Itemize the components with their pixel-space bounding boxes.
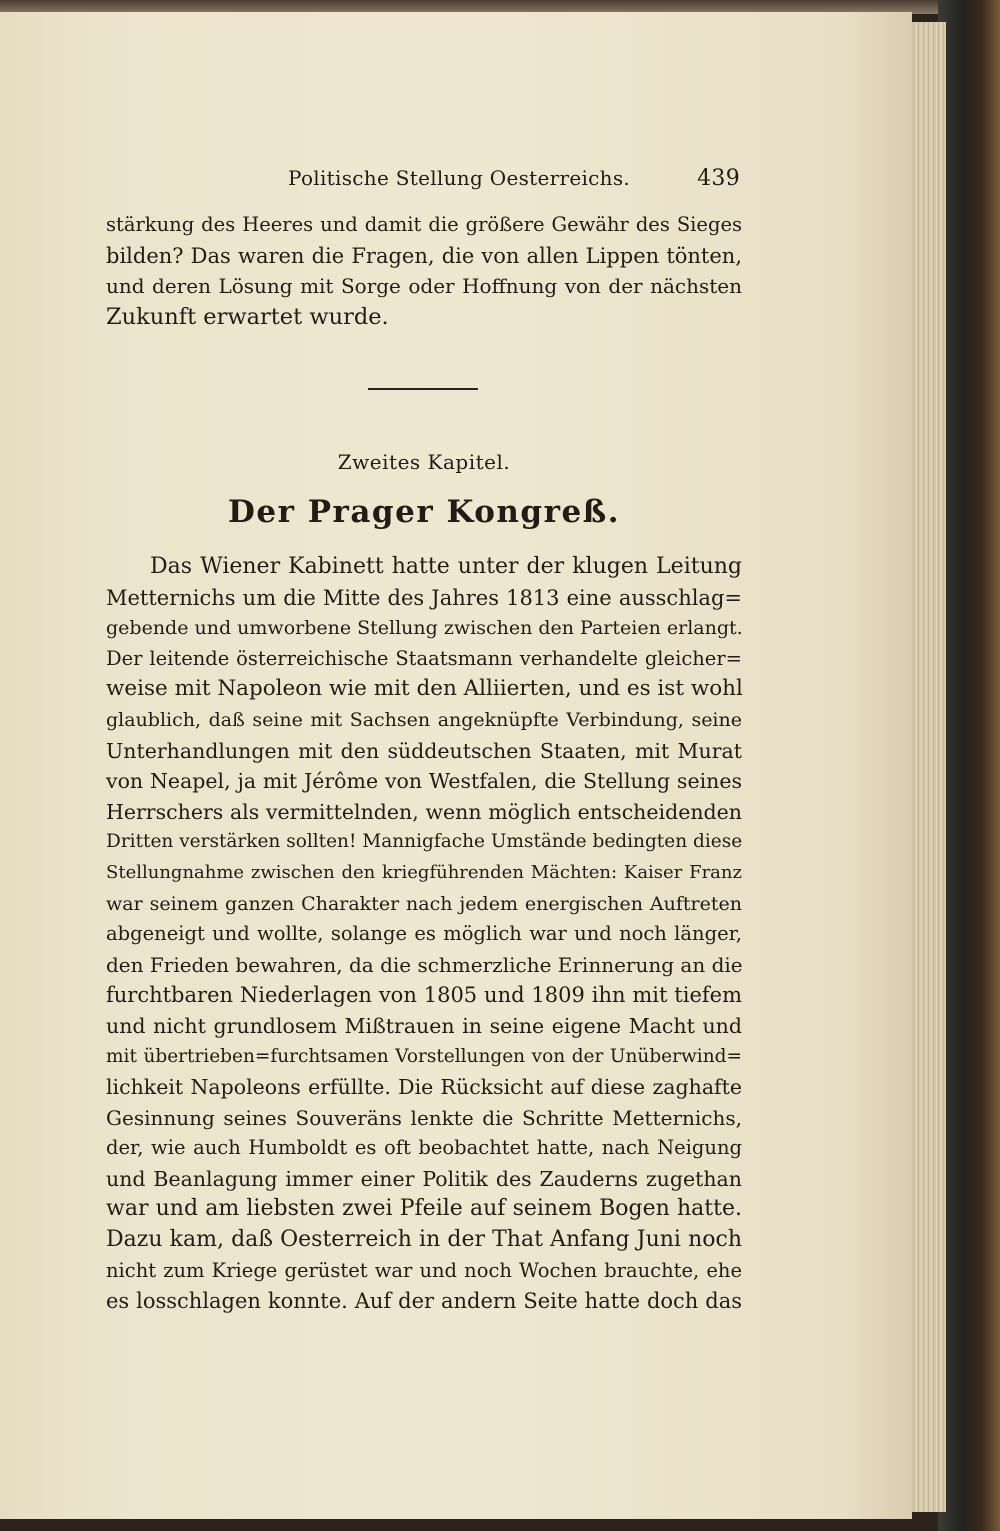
text-line: stärkung des Heeres und damit die größere Gewähr des Sieges — [106, 213, 742, 236]
text-line: der, wie auch Humboldt es oft beobachtet hatte, nach Neigung — [106, 1136, 742, 1160]
section-divider — [368, 388, 478, 390]
running-title: Politische Stellung Oesterreichs. — [288, 166, 631, 190]
text-line: glaublich, daß seine mit Sachsen angeknüpfte Verbindung, seine — [106, 708, 742, 731]
text-line: bilden? Das waren die Fragen, die von allen Lippen tönten, — [106, 243, 742, 268]
text-line: Zukunft erwartet wurde. — [106, 303, 389, 330]
text-line: es losschlagen konnte. Auf der andern Seite hatte doch das — [106, 1289, 742, 1314]
book-page — [0, 12, 912, 1519]
text-line: Metternichs um die Mitte des Jahres 1813 eine ausschlag= — [106, 585, 742, 610]
text-line: Das Wiener Kabinett hatte unter der klugen Leitung — [150, 554, 742, 579]
text-line: mit übertrieben=furchtsamen Vorstellungen von der Unüberwind= — [106, 1045, 742, 1067]
carryover-paragraph — [106, 210, 742, 332]
text-line: den Frieden bewahren, da die schmerzliche Erinnerung an die — [106, 952, 743, 977]
page-number: 439 — [697, 165, 740, 191]
book-cover — [938, 0, 1000, 1531]
text-line: Dazu kam, daß Oesterreich in der That Anfang Juni noch — [106, 1227, 742, 1253]
text-line: weise mit Napoleon wie mit den Alliierten, und es ist wohl — [106, 676, 743, 702]
text-line: Unterhandlungen mit den süddeutschen Staaten, mit Murat — [106, 738, 742, 763]
text-line: und deren Lösung mit Sorge oder Hoffnung von der nächsten — [106, 274, 742, 299]
text-line: Dritten verstärken sollten! Mannigfache Umstände bedingten diese — [106, 831, 743, 853]
chapter-title: Der Prager Kongreß. — [227, 494, 621, 530]
text-line: Gesinnung seines Souveräns lenkte die Schritte Metternichs, — [106, 1105, 742, 1130]
text-line: nicht zum Kriege gerüstet war und noch Wochen brauchte, ehe — [106, 1258, 742, 1282]
text-line: lichkeit Napoleons erfüllte. Die Rücksicht auf diese zaghafte — [106, 1075, 742, 1100]
text-line: und nicht grundlosem Mißtrauen in seine eigene Macht und — [106, 1013, 742, 1038]
text-line: war und am liebsten zwei Pfeile auf seinem Bogen hatte. — [106, 1196, 742, 1222]
text-line: gebende und umworbene Stellung zwischen den Parteien erlangt. — [106, 617, 743, 640]
text-line: Herrschers als vermittelnden, wenn möglich entscheidenden — [106, 799, 742, 824]
text-line: Der leitende österreichische Staatsmann verhandelte gleicher= — [106, 646, 742, 670]
text-line: furchtbaren Niederlagen von 1805 und 1809 ihn mit tiefem — [106, 983, 742, 1008]
text-line: von Neapel, ja mit Jérôme von Westfalen, die Stellung seines — [106, 769, 742, 794]
text-line: Stellungnahme zwischen den kriegführenden Mächten: Kaiser Franz — [106, 861, 742, 883]
text-line: war seinem ganzen Charakter nach jedem energischen Auftreten — [106, 892, 742, 915]
text-line: abgeneigt und wollte, solange es möglich war und noch länger, — [106, 922, 742, 946]
body-paragraph — [106, 552, 742, 1317]
chapter-label: Zweites Kapitel. — [337, 450, 511, 474]
text-line: und Beanlagung immer einer Politik des Zauderns zugethan — [106, 1166, 742, 1191]
page-header — [108, 160, 740, 196]
